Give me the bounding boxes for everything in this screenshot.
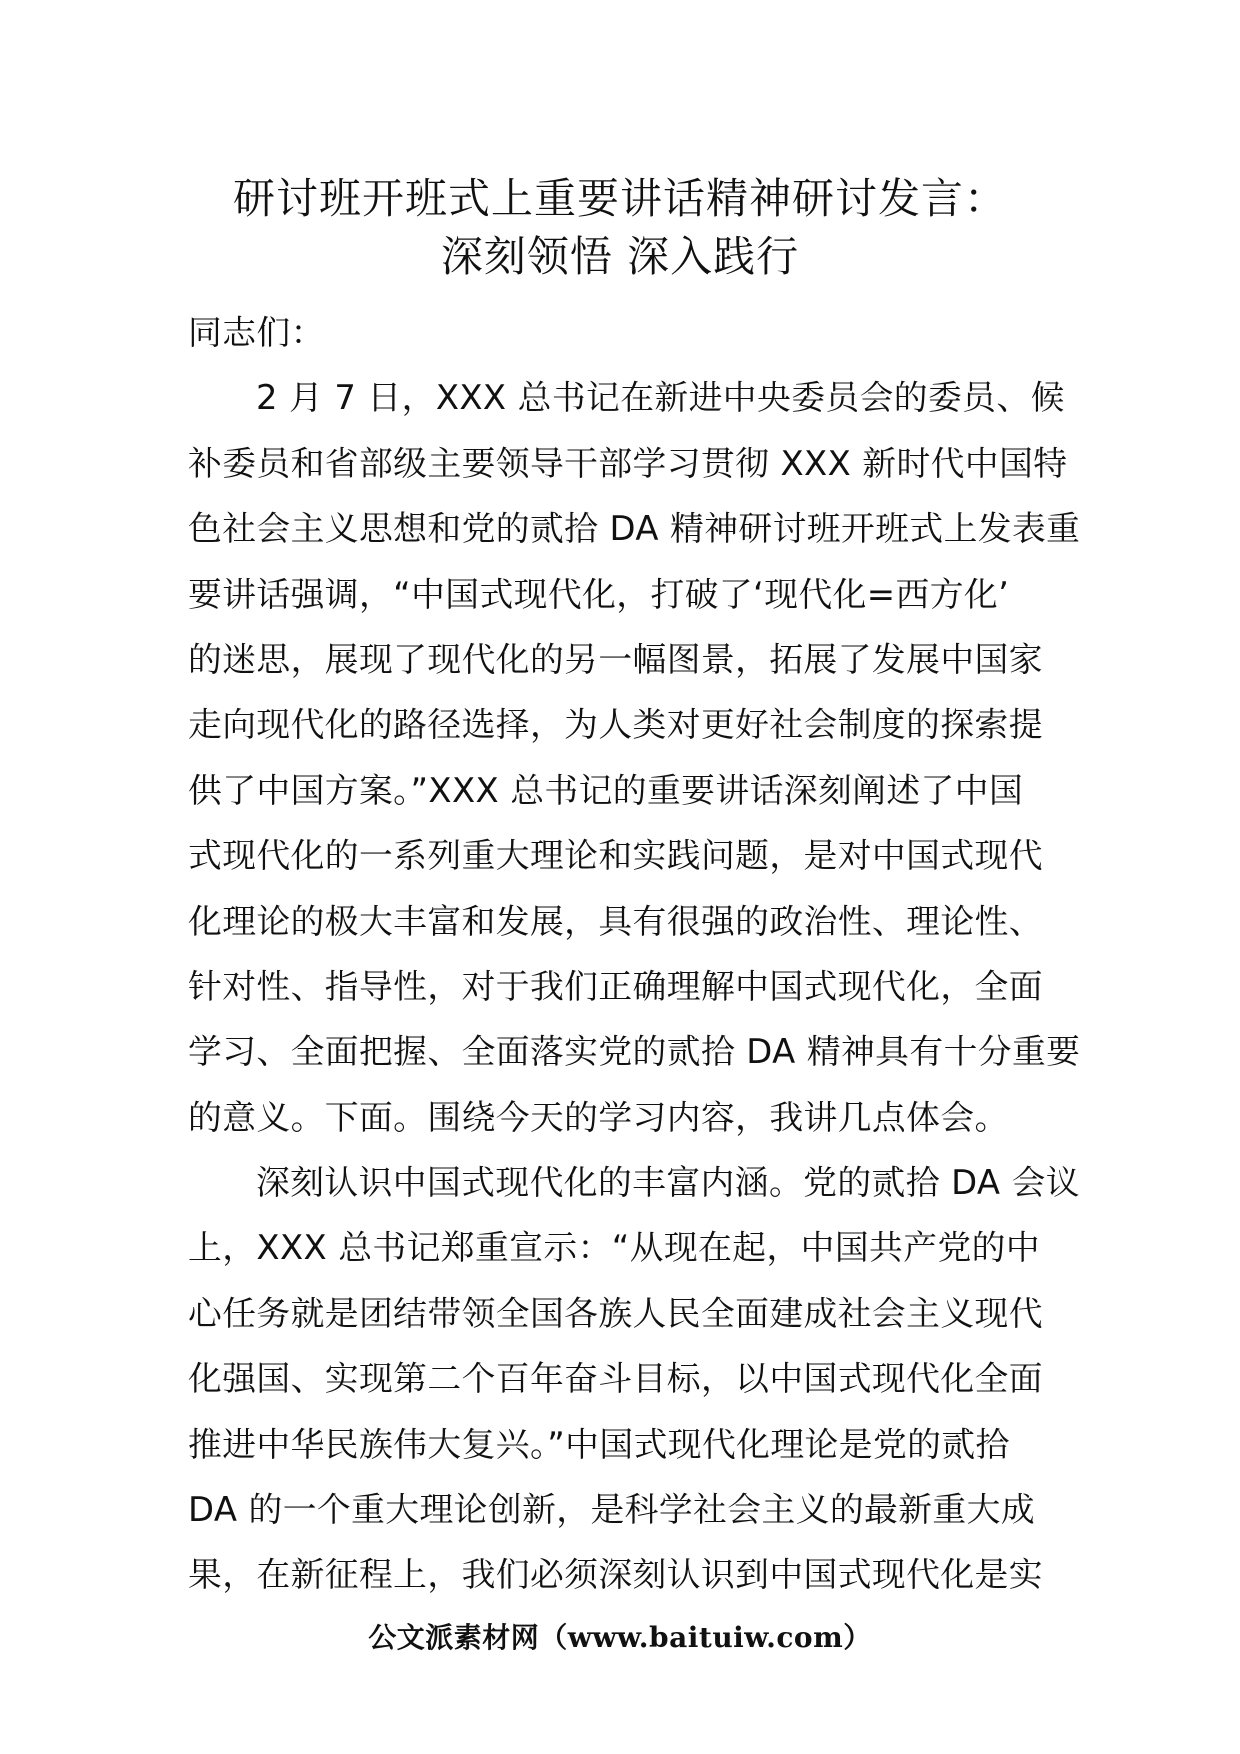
paragraph-1-line: 的迷思，展现了现代化的另一幅图景，拓展了发展中国家: [188, 639, 1043, 679]
paragraph-2-line: 深刻认识中国式现代化的丰富内涵。党的贰拾 DA 会议: [256, 1163, 1080, 1203]
paragraph-1-line: 走向现代化的路径选择，为人类对更好社会制度的探索提: [188, 705, 1043, 745]
document-title: [0, 170, 1240, 286]
document-body: [188, 300, 1081, 1608]
paragraph-1-line: 化理论的极大丰富和发展，具有很强的政治性、理论性、: [188, 901, 1043, 941]
paragraph-1-line: 式现代化的一系列重大理论和实践问题，是对中国式现代: [188, 836, 1043, 876]
paragraph-2-line: 化强国、实现第二个百年奋斗目标，以中国式现代化全面: [188, 1359, 1043, 1399]
paragraph-1-line: 2 月 7 日，XXX 总书记在新进中央委员会的委员、候: [256, 378, 1065, 418]
paragraph-2-line: 上，XXX 总书记郑重宣示：“从现在起，中国共产党的中: [188, 1228, 1041, 1268]
paragraph-2-line: 心任务就是团结带领全国各族人民全面建成社会主义现代: [188, 1293, 1043, 1333]
title-line-2: 深刻领悟 深入践行: [440, 232, 800, 281]
paragraph-1-line: 色社会主义思想和党的贰拾 DA 精神研讨班开班式上发表重: [188, 509, 1081, 549]
paragraph-1-line: 学习、全面把握、全面落实党的贰拾 DA 精神具有十分重要: [188, 1032, 1081, 1072]
title-line-1: 研讨班开班式上重要讲话精神研讨发言：: [232, 174, 1007, 223]
paragraph-2-line: 推进中华民族伟大复兴。”中国式现代化理论是党的贰拾: [188, 1424, 1010, 1464]
paragraph-2-line: DA 的一个重大理论创新，是科学社会主义的最新重大成: [188, 1490, 1036, 1530]
paragraph-1-line: 的意义。下面。围绕今天的学习内容，我讲几点体会。: [188, 1097, 1009, 1137]
paragraph-1-line: 补委员和省部级主要领导干部学习贯彻 XXX 新时代中国特: [188, 443, 1068, 483]
paragraph-2-line: 果，在新征程上，我们必须深刻认识到中国式现代化是实: [188, 1555, 1043, 1595]
paragraph-1-line: 供了中国方案。”XXX 总书记的重要讲话深刻阐述了中国: [188, 770, 1024, 810]
paragraph-1-line: 针对性、指导性，对于我们正确理解中国式现代化，全面: [188, 966, 1043, 1006]
paragraph-1-line: 要讲话强调，“中国式现代化，打破了‘现代化=西方化’: [188, 574, 1010, 614]
footer-watermark: 公文派素材网（www.baituiw.com）: [368, 1621, 872, 1654]
salutation: 同志们：: [188, 313, 325, 352]
